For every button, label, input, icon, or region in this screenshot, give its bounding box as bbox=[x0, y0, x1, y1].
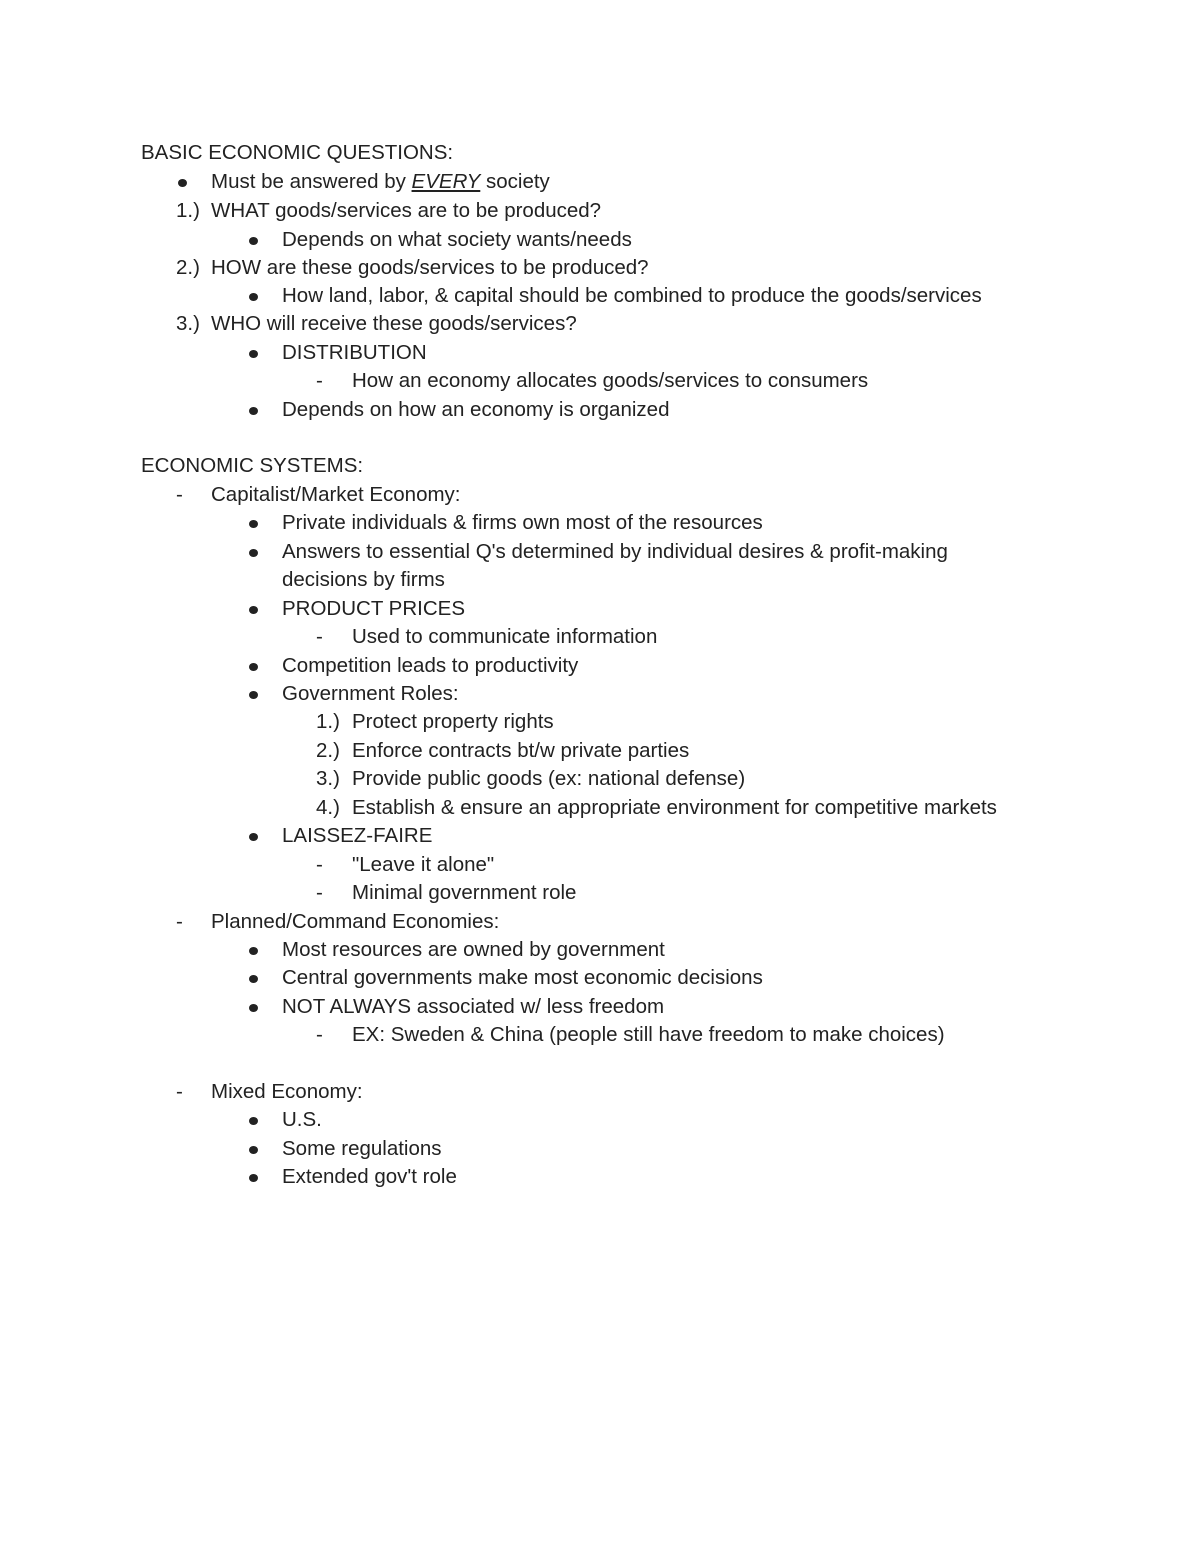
bullet-icon bbox=[249, 520, 258, 528]
document-page: BASIC ECONOMIC QUESTIONS: Must be answered by EVERY society 1.) WHAT goods/services are to be produced? Depends on what society wants/needs 2.) HOW are these goods/services to be produced? How land, labor, & capital should be combined to produce the goods/services 3.) WHO will receive these goods/services? DISTRIBUTION - How an economy allocates goods/services to consumers Depends on how an economy is organized ECONOMIC SYSTEMS: - Capitalist/Market Economy: Private individuals & firms own most of the resources Answers to essential Q's determined by individual desires & profit-making decisions by firms PRODUCT PRICES - Used to communicate information Competition leads to productivity Government Roles: 1.) Protect property rights 2.) Enforce contracts bt/w private parties 3.) Provide public goods (ex: national defense) 4.) Establish & ensure an appropriate environment for competitive markets LAISSEZ-FAIRE - "Leave it alone" - Minimal government role - Planned/Command Economies: Most resources are owned by government Central governments make most economic decisions NOT ALWAYS associated w/ less freedom - EX: Sweden & China (people still have freedom to make choices) - Mixed Economy: U.S. Some regulations Extended gov't role bbox=[141, 141, 997, 1188]
emphasis-every: EVERY bbox=[411, 170, 481, 193]
dash-icon: - bbox=[176, 910, 183, 933]
dash-icon: - bbox=[176, 1080, 183, 1103]
bullet-icon bbox=[249, 350, 258, 358]
bullet-icon bbox=[249, 293, 258, 301]
bullet-icon bbox=[249, 1146, 258, 1154]
bullet-icon bbox=[249, 1117, 258, 1125]
bullet-icon bbox=[249, 407, 258, 415]
bullet-icon bbox=[249, 549, 258, 557]
bullet-icon bbox=[249, 663, 258, 671]
bullet-icon bbox=[249, 1174, 258, 1182]
bullet-icon bbox=[178, 179, 187, 187]
dash-icon: - bbox=[176, 483, 183, 506]
bullet-icon bbox=[249, 1004, 258, 1012]
dash-icon: - bbox=[316, 853, 323, 876]
dash-icon: - bbox=[316, 1023, 323, 1046]
bullet-icon bbox=[249, 975, 258, 983]
bullet-icon bbox=[249, 947, 258, 955]
bullet-icon bbox=[249, 237, 258, 245]
dash-icon: - bbox=[316, 881, 323, 904]
bullet-icon bbox=[249, 606, 258, 614]
dash-icon: - bbox=[316, 369, 323, 392]
bullet-icon bbox=[249, 833, 258, 841]
bullet-icon bbox=[249, 691, 258, 699]
dash-icon: - bbox=[316, 625, 323, 648]
